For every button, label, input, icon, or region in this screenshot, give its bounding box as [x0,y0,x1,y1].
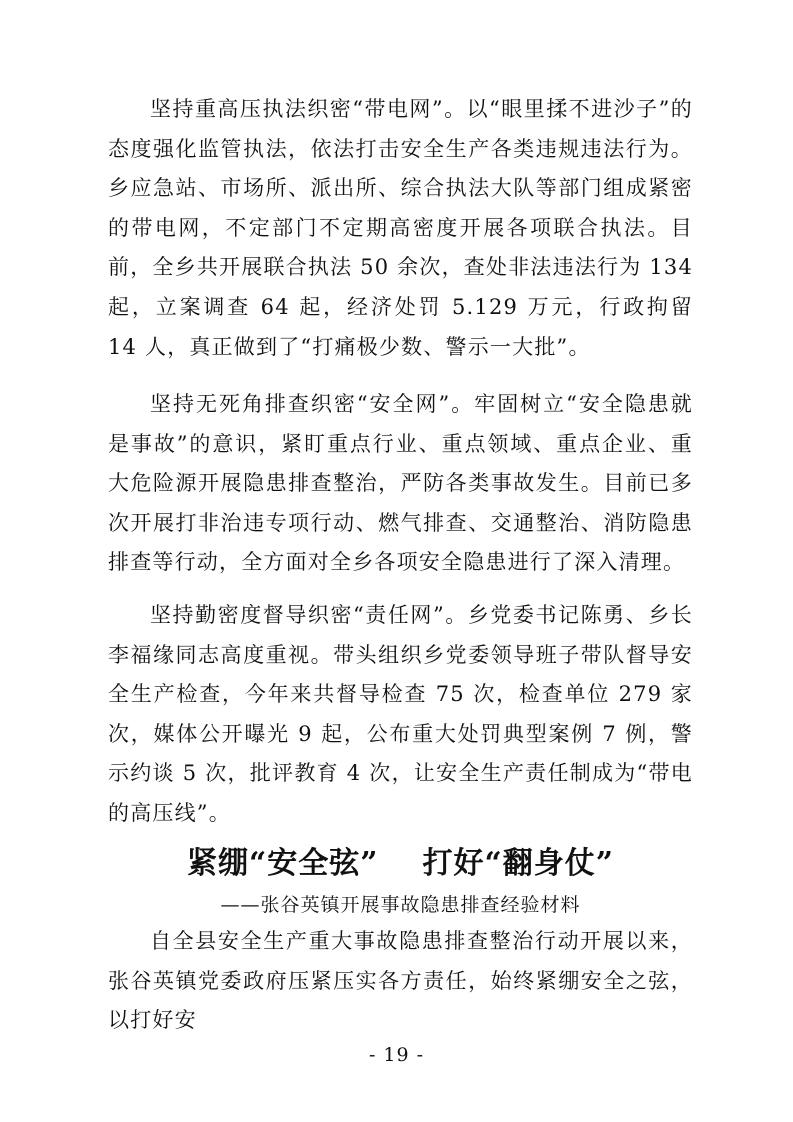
article-intro-paragraph: 自全县安全生产重大事故隐患排查整治行动开展以来，张谷英镇党委政府压紧压实各方责任，始终紧绷安全之弦，以打好安 [108,929,693,1033]
article-subtitle: ——张谷英镇开展事故隐患排查经验材料 [220,894,581,916]
article-title [108,838,693,882]
page-number: - 19 - [368,1044,425,1066]
paragraph-hazard-inspection: 坚持无死角排查织密“安全网”。牢固树立“安全隐患就是事故”的意识，紧盯重点行业、重点领域、重点企业、重大危险源开展隐患排查整治，严防各类事故发生。目前已多次开展打非治违专项行动、燃气排查、交通整治、消防隐患排查等行动，全方面对全乡各项安全隐患进行了深入清理。 [108,392,693,575]
article-title-part2: 打好“翻身仗” [422,846,615,881]
paragraph-law-enforcement: 坚持重高压执法织密“带电网”。以“眼里揉不进沙子”的态度强化监管执法，依法打击安全生产各类违规违法行为。乡应急站、市场所、派出所、综合执法大队等部门组成紧密的带电网，不定部门不定期高密度开展各项联合执法。目前，全乡共开展联合执法 50 余次，查处非法违法行为 134 起，立案调查 64 起，经济处罚 5.129 万元，行政拘留 14 人，真正做到了“打痛极少数、警示一大批”。 [108,97,693,359]
paragraph-responsibility-supervision: 坚持勤密度督导织密“责任网”。乡党委书记陈勇、乡长李福缘同志高度重视。带头组织乡党委领导班子带队督导安全生产检查，今年来共督导检查 75 次，检查单位 279 家次，媒体公开曝光 9 起，公布重大处罚典型案例 7 例，警示约谈 5 次，批评教育 4 次，让安全生产责任制成为“带电的高压线”。 [108,603,693,825]
article-title-part1: 紧绷“安全弦” [186,846,379,881]
